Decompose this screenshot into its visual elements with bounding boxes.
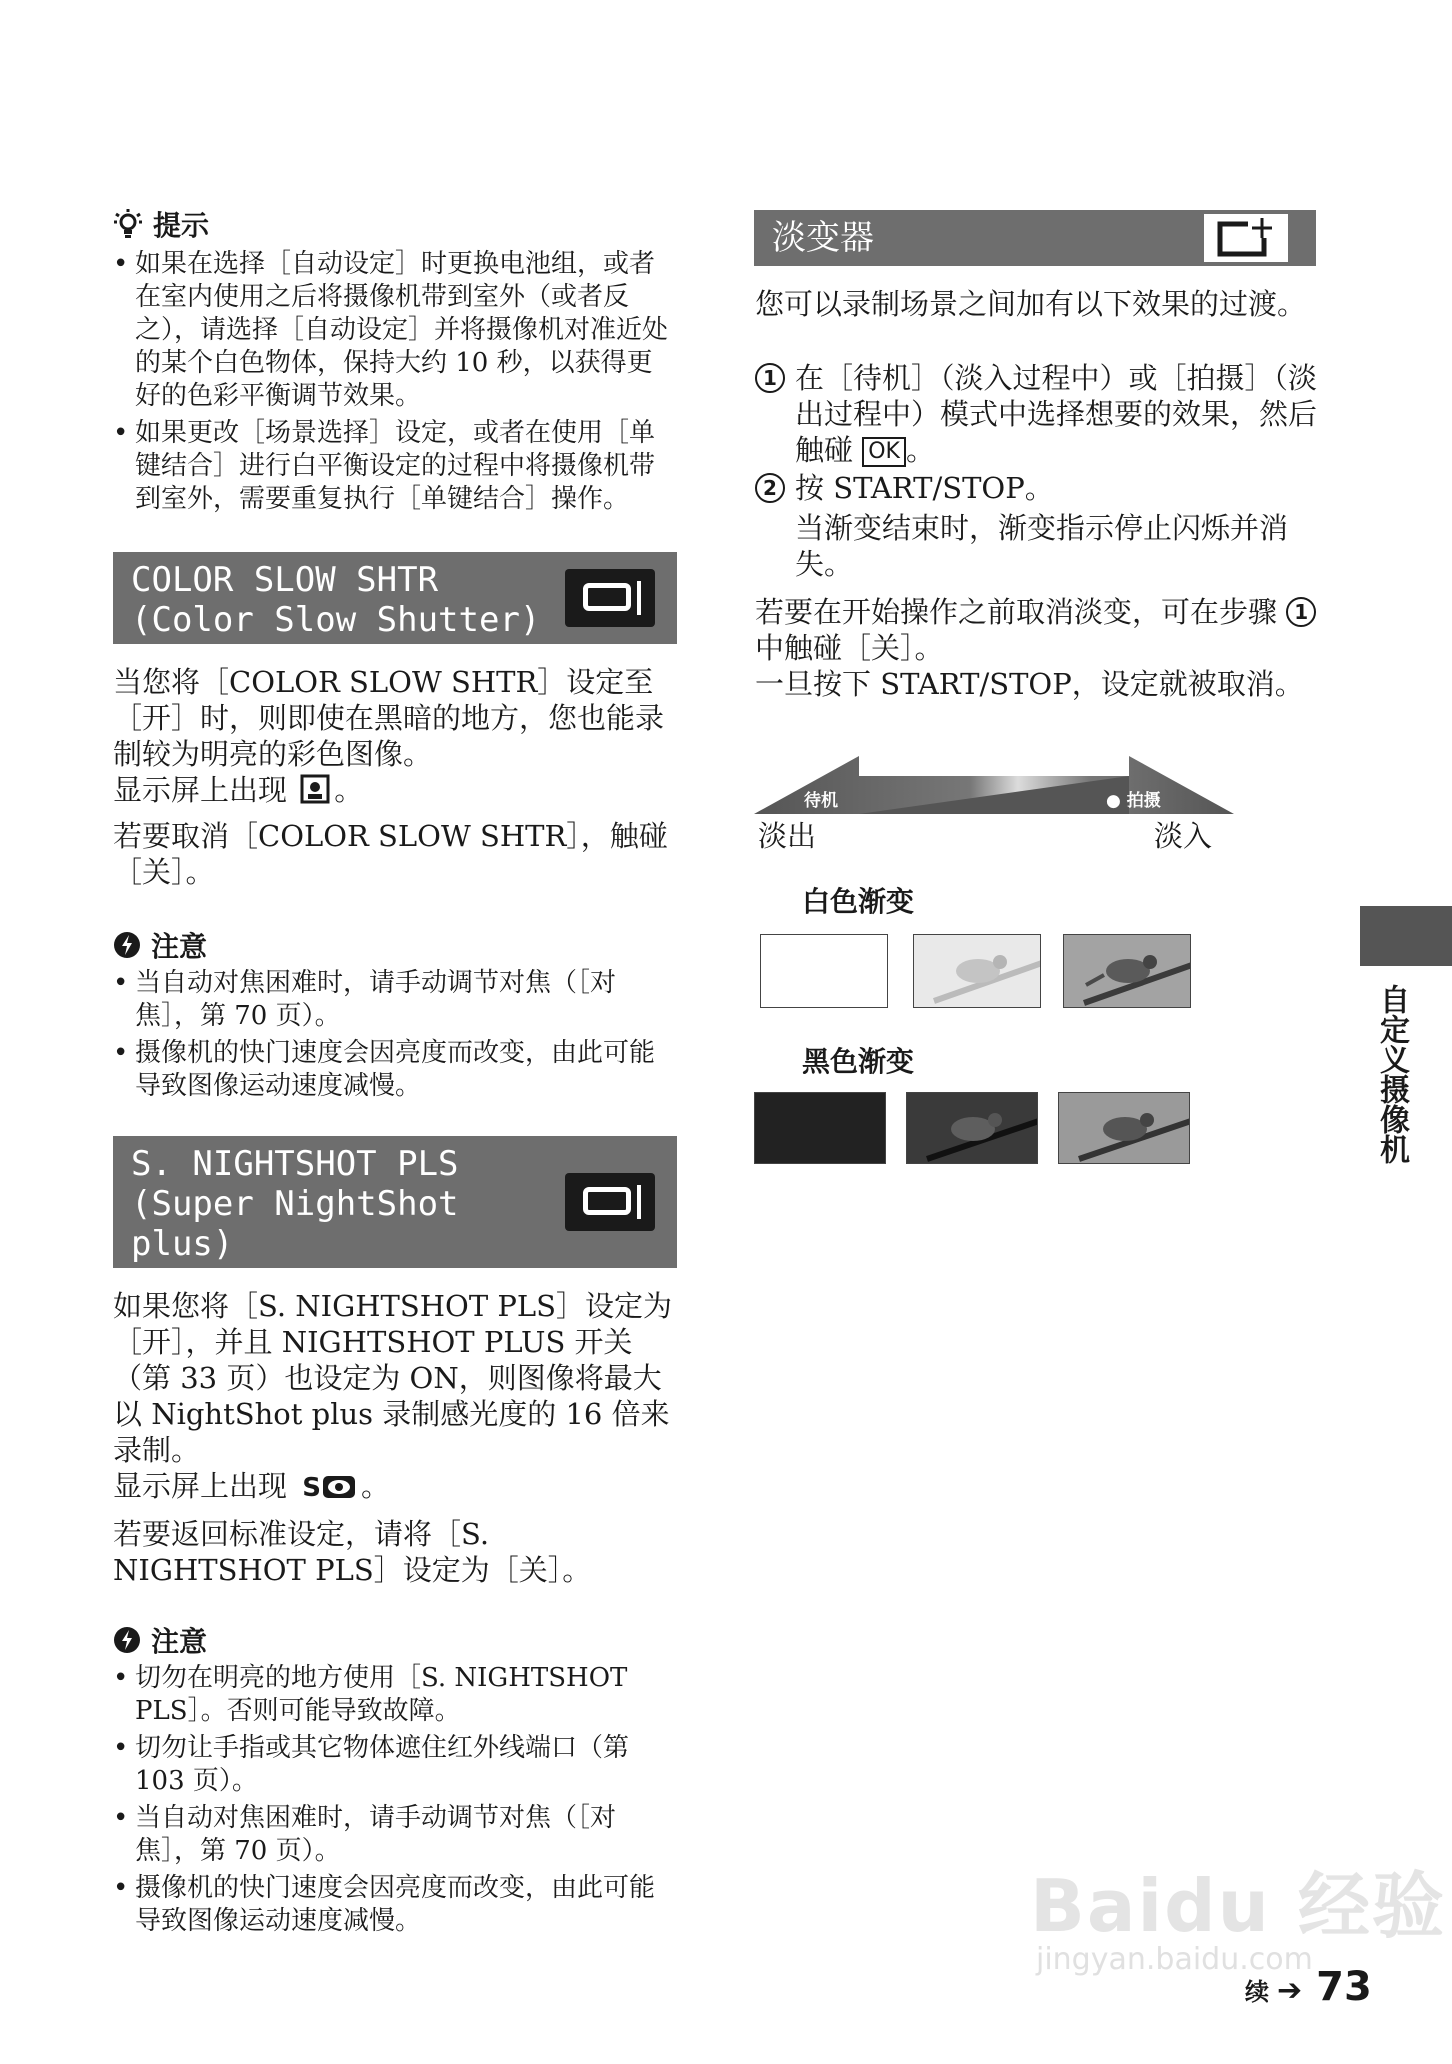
paragraph: 您可以录制场景之间加有以下效果的过渡。 <box>755 287 1307 321</box>
paragraph <box>113 1468 683 1506</box>
step-text: 按 START/STOP。 <box>795 471 1054 505</box>
color-slow-body <box>113 664 683 900</box>
step-1 <box>755 360 1325 468</box>
step-2 <box>755 470 1325 582</box>
paragraph-text: 中触碰［关］。 <box>755 631 944 665</box>
ok-button-icon: OK <box>862 437 906 467</box>
nightshot-header <box>113 1136 677 1268</box>
step-text: 在［待机］（淡入过程中）或［拍摄］（淡出过程中）模式中选择想要的效果，然后触碰 <box>795 361 1318 467</box>
section-title: S. NIGHTSHOT PLS <box>131 1144 459 1184</box>
super-nightshot-icon-letter: S <box>302 1473 321 1503</box>
note-heading <box>113 925 207 965</box>
paragraph-text: 若要在开始操作之前取消淡变，可在步骤 <box>755 595 1278 629</box>
tips-heading <box>113 204 209 244</box>
step-number: 2 <box>755 473 785 503</box>
paragraph: 如果您将［S. NIGHTSHOT PLS］设定为［开］，并且 NIGHTSHOT PLUS 开关（第 33 页）也设定为 ON，则图像将最大以 NightShot plus 录制感光度的 16 倍来录制。 <box>113 1289 673 1467</box>
fade-in-label: 淡入 <box>1154 819 1213 853</box>
step-number: 1 <box>1286 597 1316 627</box>
page-number: 73 <box>1316 1964 1372 2010</box>
paragraph-text: 一旦按下 START/STOP，设定就被取消。 <box>755 667 1304 701</box>
super-nightshot-icon <box>321 1474 357 1500</box>
list-item: • 当自动对焦困难时，请手动调节对焦（［对焦］，第 70 页）。 <box>113 1802 678 1868</box>
step-number: 1 <box>755 363 785 393</box>
paragraph-text: 。 <box>334 773 364 807</box>
note-heading-label: 注意 <box>151 1625 208 1658</box>
note-icon <box>113 1626 141 1654</box>
paragraph: 当您将［COLOR SLOW SHTR］设定至［开］时，则即使在黑暗的地方，您也能录制较为明亮的彩色图像。 <box>113 665 665 771</box>
step-text: 。 <box>905 433 935 467</box>
list-item: • 如果更改［场景选择］设定，或者在使用［单键结合］进行白平衡设定的过程中将摄像机带到室外，需要重复执行［单键结合］操作。 <box>113 417 678 516</box>
paragraph <box>113 772 683 808</box>
paragraph <box>755 594 1325 702</box>
paragraph-text: 。 <box>360 1469 390 1503</box>
nightshot-body <box>113 1288 683 1598</box>
white-fader-frame-1 <box>760 934 888 1008</box>
fader-body <box>755 286 1325 712</box>
color-slow-shtr-header <box>113 552 677 644</box>
color-slow-shutter-icon <box>300 774 330 804</box>
paragraph-text: 显示屏上出现 <box>113 1469 288 1503</box>
paragraph: 若要取消［COLOR SLOW SHTR］，触碰［关］。 <box>113 819 668 889</box>
arrow-right-icon: ➔ <box>1277 1973 1303 2008</box>
watermark-logo: Baidu 经验 <box>1030 1864 1447 1948</box>
list-item: • 切勿在明亮的地方使用［S. NIGHTSHOT PLS］。否则可能导致故障。 <box>113 1662 678 1728</box>
white-fader-label: 白色渐变 <box>802 885 915 918</box>
note-list <box>113 967 678 1107</box>
fader-header <box>754 210 1316 266</box>
note-icon <box>113 931 141 959</box>
continued-label: 续 <box>1245 1978 1269 2006</box>
tips-list <box>113 248 678 520</box>
fade-out-label: 淡出 <box>758 819 817 853</box>
note-heading-label: 注意 <box>151 930 208 963</box>
lightbulb-icon <box>113 208 143 240</box>
fader-diagram <box>754 754 1234 854</box>
white-fader-frame-2 <box>913 934 1041 1008</box>
list-item: • 当自动对焦困难时，请手动调节对焦（［对焦］，第 70 页）。 <box>113 967 678 1033</box>
step-subtext: 当渐变结束时，渐变指示停止闪烁并消失。 <box>795 511 1289 581</box>
watermark-url: jingyan.baidu.com <box>1036 1942 1313 1977</box>
note-heading <box>113 1620 207 1660</box>
black-fader-frame-1 <box>754 1092 886 1164</box>
side-tab-marker <box>1360 906 1452 966</box>
paragraph: 若要返回标准设定，请将［S. NIGHTSHOT PLS］设定为［关］。 <box>113 1517 592 1587</box>
list-item: • 如果在选择［自动设定］时更换电池组，或者在室内使用之后将摄像机带到室外（或者反之），请选择［自动设定］并将摄像机对准近处的某个白色物体，保持大约 10 秒，以获得更好的色彩平衡调节效果。 <box>113 248 678 413</box>
white-fader-frame-3 <box>1063 934 1191 1008</box>
section-title: COLOR SLOW SHTR <box>131 560 439 600</box>
list-item: • 切勿让手指或其它物体遮住红外线端口（第 103 页）。 <box>113 1732 678 1798</box>
page-footer <box>1245 1964 1372 2010</box>
standby-label: 待机 <box>804 791 838 811</box>
note-list <box>113 1662 678 1942</box>
black-fader-frame-3 <box>1058 1092 1190 1164</box>
tips-heading-label: 提示 <box>153 209 210 242</box>
section-subtitle: plus) <box>131 1224 234 1264</box>
record-label: ● 拍摄 <box>1106 791 1161 811</box>
paragraph-text: 显示屏上出现 <box>113 773 288 807</box>
list-item: • 摄像机的快门速度会因亮度而改变，由此可能导致图像运动速度减慢。 <box>113 1037 678 1103</box>
black-fader-label: 黑色渐变 <box>802 1045 915 1078</box>
camera-mode-icon <box>565 569 655 627</box>
section-subtitle: (Color Slow Shutter) <box>131 600 541 640</box>
fader-mode-icon <box>1204 214 1288 262</box>
section-title: 淡变器 <box>772 218 874 258</box>
side-tab-label: 自定义摄像机 <box>1374 984 1409 1164</box>
black-fader-frame-2 <box>906 1092 1038 1164</box>
section-subtitle: (Super NightShot <box>131 1184 459 1224</box>
list-item: • 摄像机的快门速度会因亮度而改变，由此可能导致图像运动速度减慢。 <box>113 1872 678 1938</box>
camera-mode-icon <box>565 1173 655 1231</box>
